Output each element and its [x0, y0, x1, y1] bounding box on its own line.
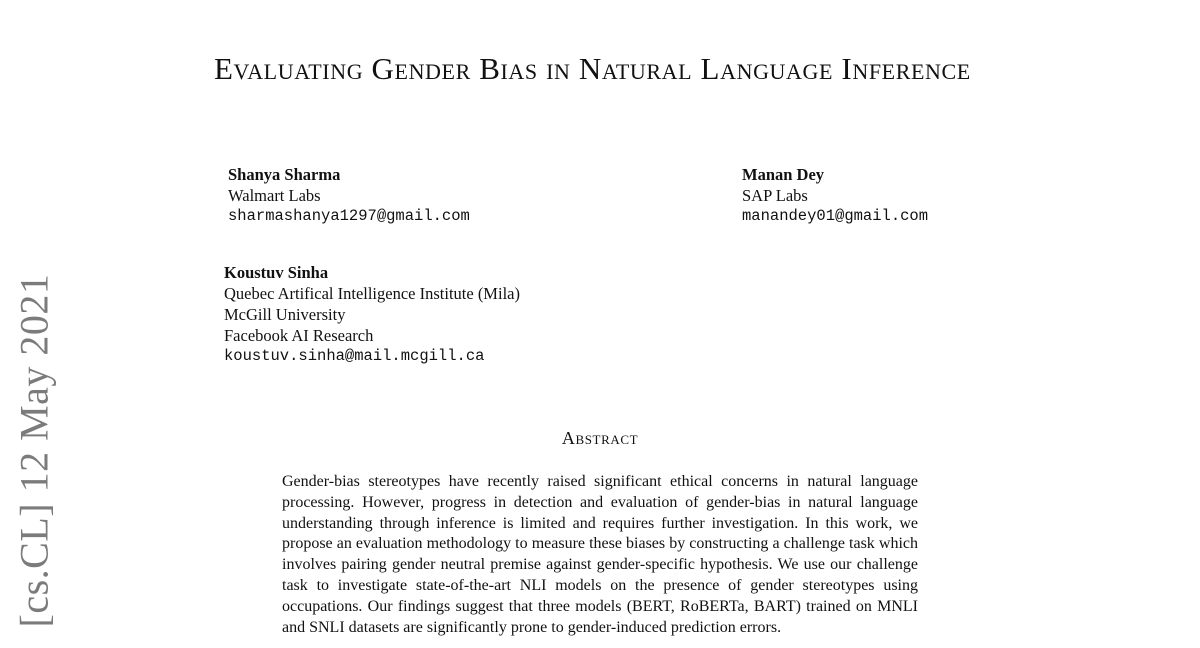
author-affiliation: Facebook AI Research [224, 326, 374, 345]
arxiv-stamp: [cs.CL] 12 May 2021 [11, 273, 57, 628]
author-email[interactable]: manandey01@gmail.com [742, 207, 929, 225]
author-affiliation: McGill University [224, 305, 346, 324]
author-affiliation: Quebec Artifical Intelligence Institute (Mila) [224, 284, 520, 303]
author-email[interactable]: sharmashanya1297@gmail.com [228, 207, 470, 225]
author-name: Manan Dey [742, 165, 825, 184]
abstract-heading: Abstract [561, 428, 639, 448]
author-block-1 [228, 164, 470, 227]
author-block-2 [742, 164, 928, 227]
paper-title: Evaluating Gender Bias in Natural Language Inference [214, 51, 971, 86]
author-block-3 [224, 262, 520, 367]
author-affiliation: Walmart Labs [228, 186, 321, 205]
abstract-text: Gender-bias stereotypes have recently raised significant ethical concerns in natural language processing. However, progress in detection and evaluation of gender-bias in natural language understanding through inference is limited and requires further investigation. In this work, we propose an evaluation methodology to measure these biases by constructing a challenge task which involves pairing gender neutral premise against gender-specific hypothesis. We use our challenge task to investigate state-of-the-art NLI models on the presence of gender stereotypes using occupations. Our findings suggest that three models (BERT, RoBERTa, BART) trained on MNLI and SNLI datasets are significantly prone to gender-induced prediction errors. [282, 473, 918, 636]
author-affiliation: SAP Labs [742, 186, 808, 205]
author-email[interactable]: koustuv.sinha@mail.mcgill.ca [224, 347, 485, 365]
author-name: Shanya Sharma [228, 165, 341, 184]
author-name: Koustuv Sinha [224, 263, 329, 282]
